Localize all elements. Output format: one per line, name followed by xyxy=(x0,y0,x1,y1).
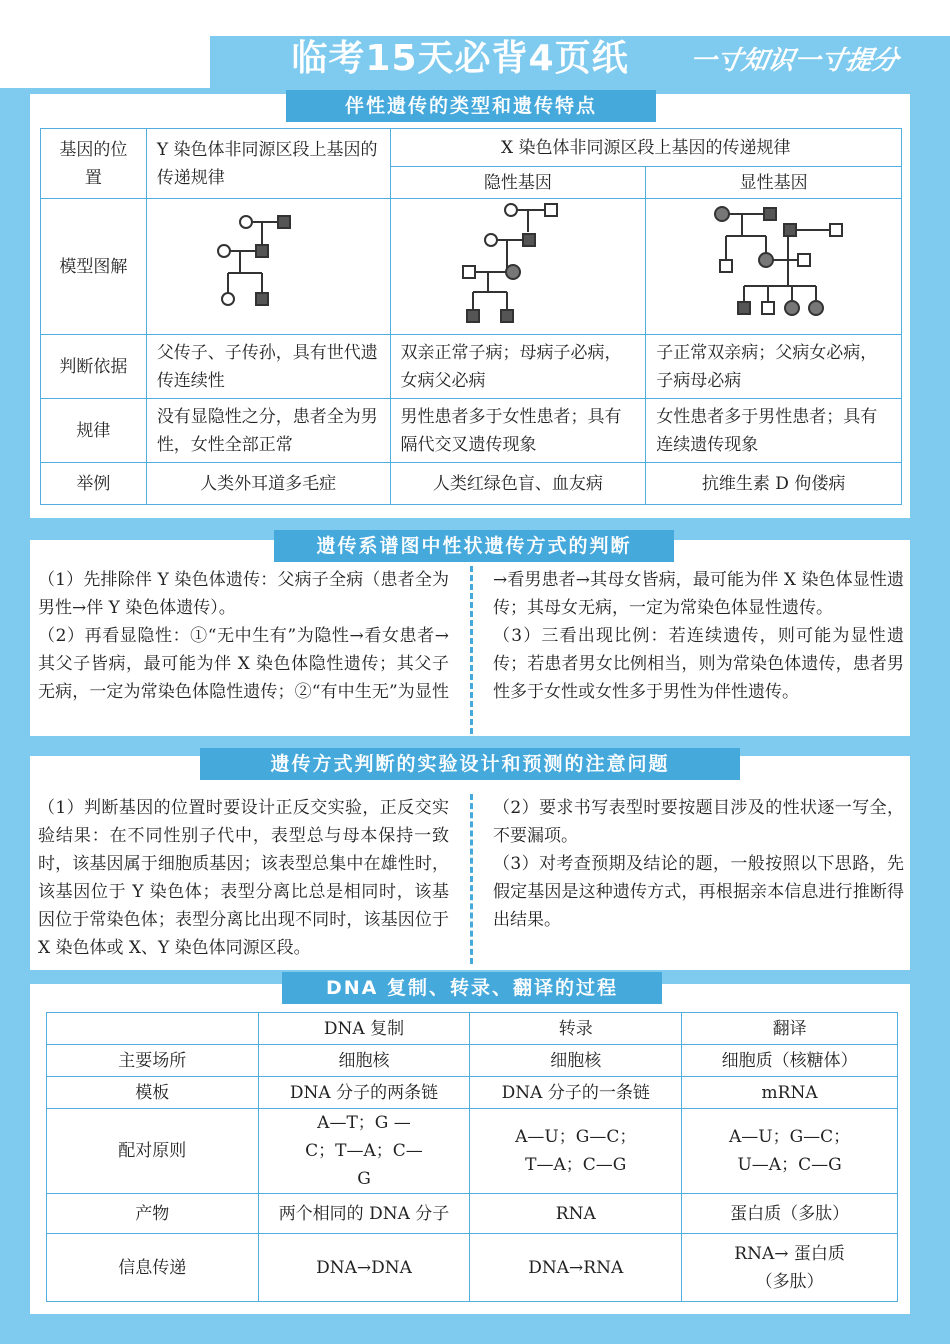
dna-cell: 细胞质（核糖体） xyxy=(682,1045,898,1077)
dna-cell: 细胞核 xyxy=(258,1045,470,1077)
dna-header-empty xyxy=(47,1013,259,1045)
rule-xr: 男性患者多于女性患者；具有隔代交叉遗传现象 xyxy=(390,399,646,463)
example-y: 人类外耳道多毛症 xyxy=(146,463,390,505)
row-label-model: 模型图解 xyxy=(41,199,147,335)
dna-row-label: 配对原则 xyxy=(47,1109,259,1194)
dna-cell: mRNA xyxy=(682,1077,898,1109)
row-label-rule: 规律 xyxy=(41,399,147,463)
section2-banner: 遗传系谱图中性状遗传方式的判断 xyxy=(274,530,674,562)
row-label-basis: 判断依据 xyxy=(41,335,147,399)
slogan-logo: 一寸知识一寸提分 xyxy=(687,46,901,76)
example-xr: 人类红绿色盲、血友病 xyxy=(390,463,646,505)
dna-cell: DNA 分子的两条链 xyxy=(258,1077,470,1109)
dna-cell: 细胞核 xyxy=(470,1045,682,1077)
section3-paragraph: （3）对考查预期及结论的题，一般按照以下思路，先假定基因是这种遗传方式，再根据亲本信息进行推断得出结果。 xyxy=(493,854,904,930)
dna-cell: 蛋白质（多肽） xyxy=(682,1194,898,1234)
pedigree-xr-cell xyxy=(390,199,646,335)
dna-cell: DNA→DNA xyxy=(258,1234,470,1302)
section2-paragraph: （3）三看出现比例：若连续遗传，则可能为显性遗传；若患者男女比例相当，则为常染色体遗传，患者男性多于女性或女性多于男性为伴性遗传。 xyxy=(493,626,904,702)
section3-banner: 遗传方式判断的实验设计和预测的注意问题 xyxy=(200,748,740,780)
rule-xd: 女性患者多于男性患者；具有连续遗传现象 xyxy=(646,399,902,463)
pedigree-x-dominant-diagram xyxy=(704,200,844,324)
section2-text xyxy=(38,566,904,734)
pedigree-y-diagram xyxy=(208,207,328,317)
sex-linked-table xyxy=(40,128,902,505)
dna-row-label: 模板 xyxy=(47,1077,259,1109)
example-xd: 抗维生素 D 佝偻病 xyxy=(646,463,902,505)
header-y-gene: Y 染色体非同源区段上基因的传递规律 xyxy=(146,129,390,199)
header-position: 基因的位置 xyxy=(41,129,147,199)
section2-paragraph: （1）先排除伴 Y 染色体遗传：父病子全病（患者全为男性→伴 Y 染色体遗传）。 xyxy=(38,570,449,618)
dna-row-label: 产物 xyxy=(47,1194,259,1234)
section3-text xyxy=(38,794,904,964)
dna-cell: 两个相同的 DNA 分子 xyxy=(258,1194,470,1234)
dna-cell: A—U；G—C；U—A；C—G xyxy=(682,1109,898,1194)
section1-banner: 伴性遗传的类型和遗传特点 xyxy=(286,90,656,122)
dna-process-table xyxy=(46,1012,898,1302)
section3-paragraph: （1）判断基因的位置时要设计正反交实验，正反交实验结果：在不同性别子代中，表型总与母本保持一致时，该基因属于细胞质基因；该表型总集中在雄性时，该基因位于 Y 染色体；表型分离比总是相同时，该基因位于常染色体；表型分离比出现不同时，该基因位于 X 染色体或 X、Y 染色体同源区段。 xyxy=(38,798,449,958)
section4-banner: DNA 复制、转录、翻译的过程 xyxy=(282,972,662,1004)
dna-cell: A—T；G —C；T—A；C—G xyxy=(258,1109,470,1194)
dna-cell: RNA xyxy=(470,1194,682,1234)
basis-xd: 子正常双亲病；父病女必病，子病母必病 xyxy=(646,335,902,399)
pedigree-y-cell xyxy=(146,199,390,335)
basis-xr: 双亲正常子病；母病子必病，女病父必病 xyxy=(390,335,646,399)
section3-paragraph: （2）要求书写表型时要按题目涉及的性状逐一写全，不要漏项。 xyxy=(493,798,904,846)
rule-y: 没有显隐性之分，患者全为男性，女性全部正常 xyxy=(146,399,390,463)
dna-cell: A—U；G—C；T—A；C—G xyxy=(470,1109,682,1194)
top-left-block xyxy=(0,0,210,88)
dna-row-label: 主要场所 xyxy=(47,1045,259,1077)
dna-header-transcription: 转录 xyxy=(470,1013,682,1045)
row-label-example: 举例 xyxy=(41,463,147,505)
section2-paragraph: （2）再看显隐性：①“无中生有”为隐性→看女患者→其父子皆病，最可能为伴 X 染色体隐性遗传；其父子无病，一定为常染色体隐性遗传；②“有中生无”为显性→看男患者→其母女皆病，最可能为伴 X 染色体显性遗传；其母女无病，一定为常染色体显性遗传。 xyxy=(38,570,904,702)
page-title: 临考15天必背4页纸 xyxy=(291,38,629,79)
pedigree-x-recessive-diagram xyxy=(453,200,583,324)
header-recessive: 隐性基因 xyxy=(390,167,646,199)
basis-y: 父传子、子传孙，具有世代遗传连续性 xyxy=(146,335,390,399)
pedigree-xd-cell xyxy=(646,199,902,335)
dna-row-label: 信息传递 xyxy=(47,1234,259,1302)
dna-header-replication: DNA 复制 xyxy=(258,1013,470,1045)
dna-cell: DNA 分子的一条链 xyxy=(470,1077,682,1109)
dna-cell: RNA→ 蛋白质（多肽） xyxy=(682,1234,898,1302)
header-x-gene: X 染色体非同源区段上基因的传递规律 xyxy=(390,129,901,167)
dna-cell: DNA→RNA xyxy=(470,1234,682,1302)
header-dominant: 显性基因 xyxy=(646,167,902,199)
dna-header-translation: 翻译 xyxy=(682,1013,898,1045)
